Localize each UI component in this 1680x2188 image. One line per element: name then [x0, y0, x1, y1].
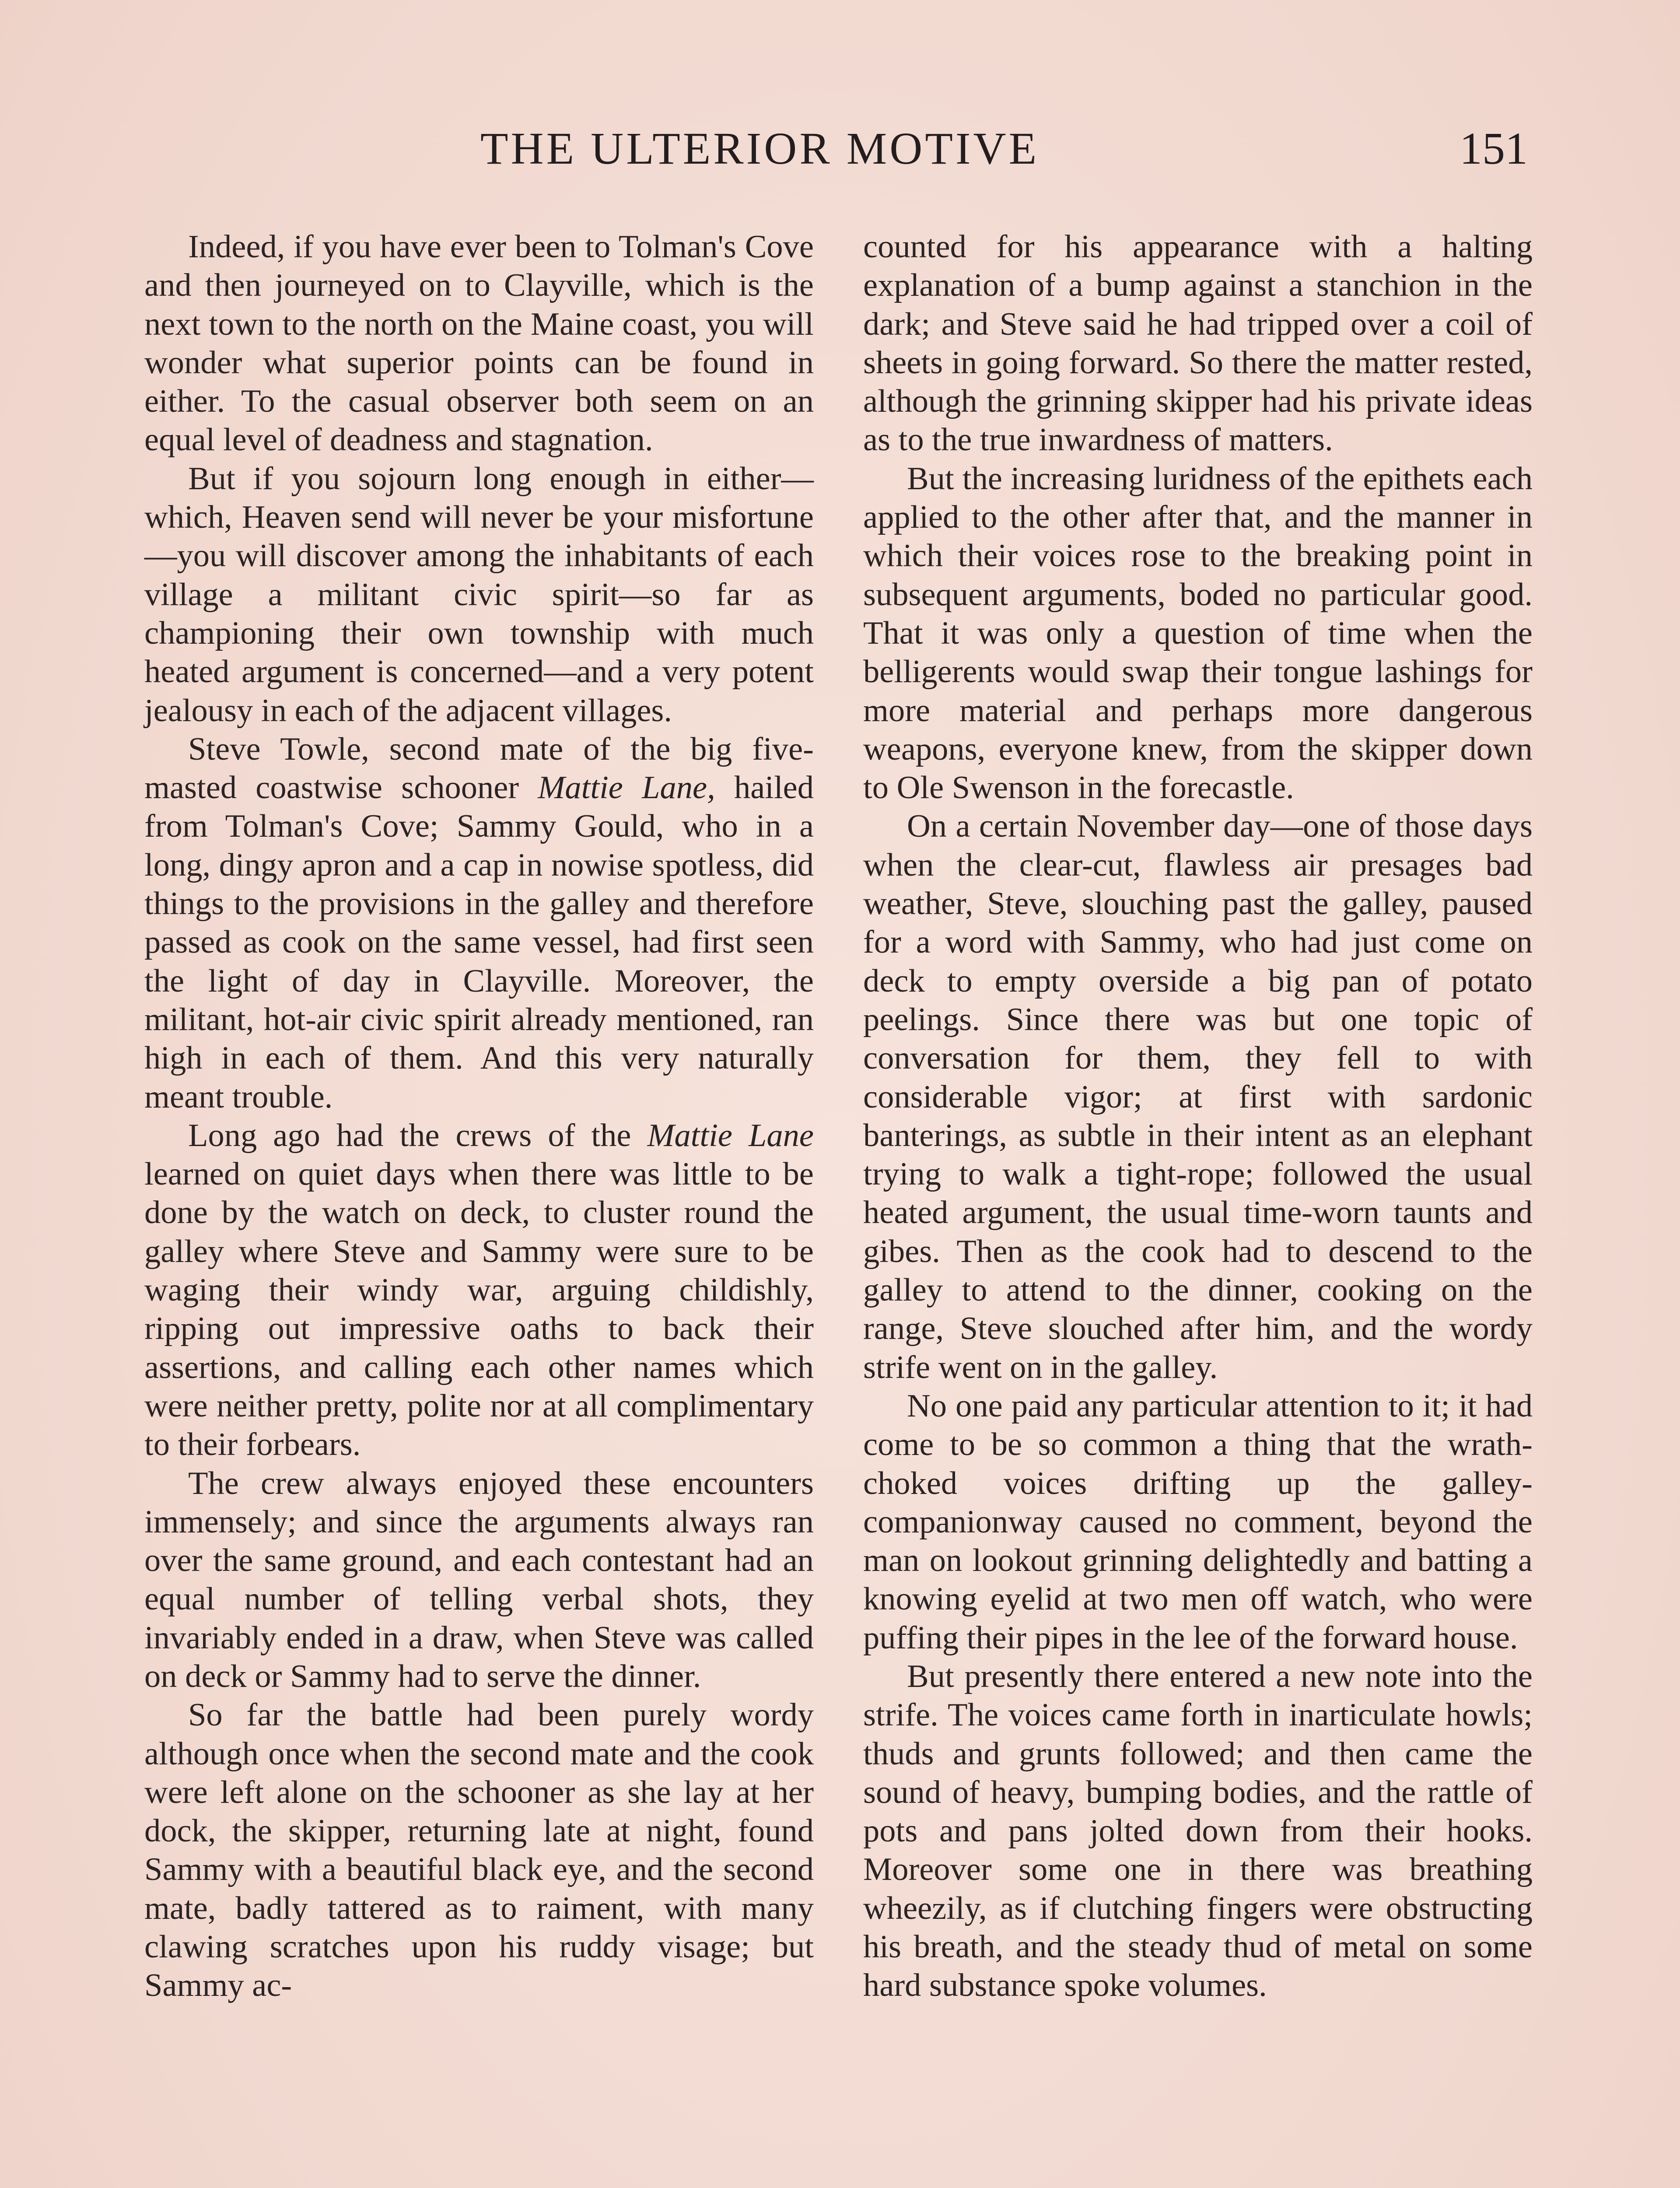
paragraph: So far the battle had been purely wordy although once when the second mate and the cook were left alone on the schooner as she lay at her dock, the skipper, returning late at night, found Sammy with a beautiful black eye, and the second mate, badly tattered as to raiment, with many clawing scratches upon his ruddy visage; but Sammy ac- — [144, 1697, 814, 2004]
running-title: THE ULTERIOR MOTIVE — [480, 123, 1040, 174]
ship-name: Mattie Lane, — [538, 770, 715, 806]
paragraph: Indeed, if you have ever been to Tolman's Cove and then journeyed on to Clayville, which is the next town to the north on the Maine coast, you will wonder what superior points can be found in either. To the casual observer both seem on an equal level of deadness and stagnation. — [144, 229, 814, 458]
paragraph-text: hailed from Tolman's Cove; Sammy Gould, who in a long, dingy apron and a cap in nowise spotless, did things to the provisions in the galley and therefore passed as cook on the same vessel, had first seen the light of day in Clayville. Moreover, the militant, hot-air civic spirit already mentioned, ran high in each of them. And this very naturally meant trouble. — [144, 770, 814, 1115]
paragraph: No one paid any particular attention to it; it had come to be so common a thing that the wrath-choked voices drifting up the galley-companionway caused no comment, beyond the man on lookout grinning delightedly and batting a knowing eyelid at two men off watch, who were puffing their pipes in the lee of the forward house. — [863, 1388, 1533, 1656]
paragraph: But the increasing luridness of the epithets each applied to the other after that, and the manner in which their voices rose to the breaking point in subsequent arguments, boded no particular good. That it was only a question of time when the belligerents would swap their tongue lashings for more material and perhaps more dangerous weapons, everyone knew, from the skipper down to Ole Swenson in the forecastle. — [863, 460, 1533, 806]
paragraph: The crew always enjoyed these encounters immensely; and since the arguments always ran over the same ground, and each contestant had an equal number of telling verbal shots, they invariably ended in a draw, when Steve was called on deck or Sammy had to serve the dinner. — [144, 1465, 814, 1694]
paragraph: On a certain November day—one of those days when the clear-cut, flawless air presages bad weather, Steve, slouching past the galley, paused for a word with Sammy, who had just come on deck to empty overside a big pan of potato peelings. Since there was but one topic of conversation for them, they fell to with considerable vigor; at first with sardonic banterings, as subtle in their intent as an elephant trying to walk a tight-rope; followed the usual heated argument, the usual time-worn taunts and gibes. Then as the cook had to descend to the galley to attend to the dinner, cooking on the range, Steve slouched after him, and the wordy strife went on in the galley. — [863, 808, 1533, 1385]
paragraph — [144, 730, 814, 1116]
ship-name: Mattie Lane — [647, 1117, 814, 1154]
page-number: 151 — [1460, 123, 1528, 174]
paragraph — [144, 1116, 814, 1464]
paragraph: But presently there entered a new note into the strife. The voices came forth in inarticulate howls; thuds and grunts followed; and then came the sound of heavy, bumping bodies, and the rattle of pots and pans jolted down from their hooks. Moreover some one in there was breathing wheezily, as if clutching fingers were obstructing his breath, and the steady thud of metal on some hard substance spoke volumes. — [863, 1658, 1533, 2004]
paragraph-text: Long ago had the crews of the — [188, 1117, 648, 1154]
paragraph-continued: counted for his appearance with a halting explanation of a bump against a stanchion in the dark; and Steve said he had tripped over a coil of sheets in going forward. So there the matter rested, although the grinning skipper had his private ideas as to the true inwardness of matters. — [863, 229, 1533, 458]
right-column — [863, 228, 1533, 2005]
page-header — [0, 118, 1680, 179]
left-column — [144, 228, 814, 2005]
paragraph-text: Steve Towle, second mate of the big five-masted coastwise schooner — [144, 731, 814, 806]
paragraph: But if you sojourn long enough in either—which, Heaven send will never be your misfortune—you will discover among the inhabitants of each village a militant civic spirit—so far as championing their own township with much heated argument is concerned—and a very potent jealousy in each of the adjacent villages. — [144, 460, 814, 729]
paragraph-text: learned on quiet days when there was little to be done by the watch on deck, to cluster round the galley where Steve and Sammy were sure to be waging their windy war, arguing childishly, ripping out impressive oaths to back their assertions, and calling each other names which were neither pretty, polite nor at all complimentary to their forbears. — [144, 1156, 814, 1463]
